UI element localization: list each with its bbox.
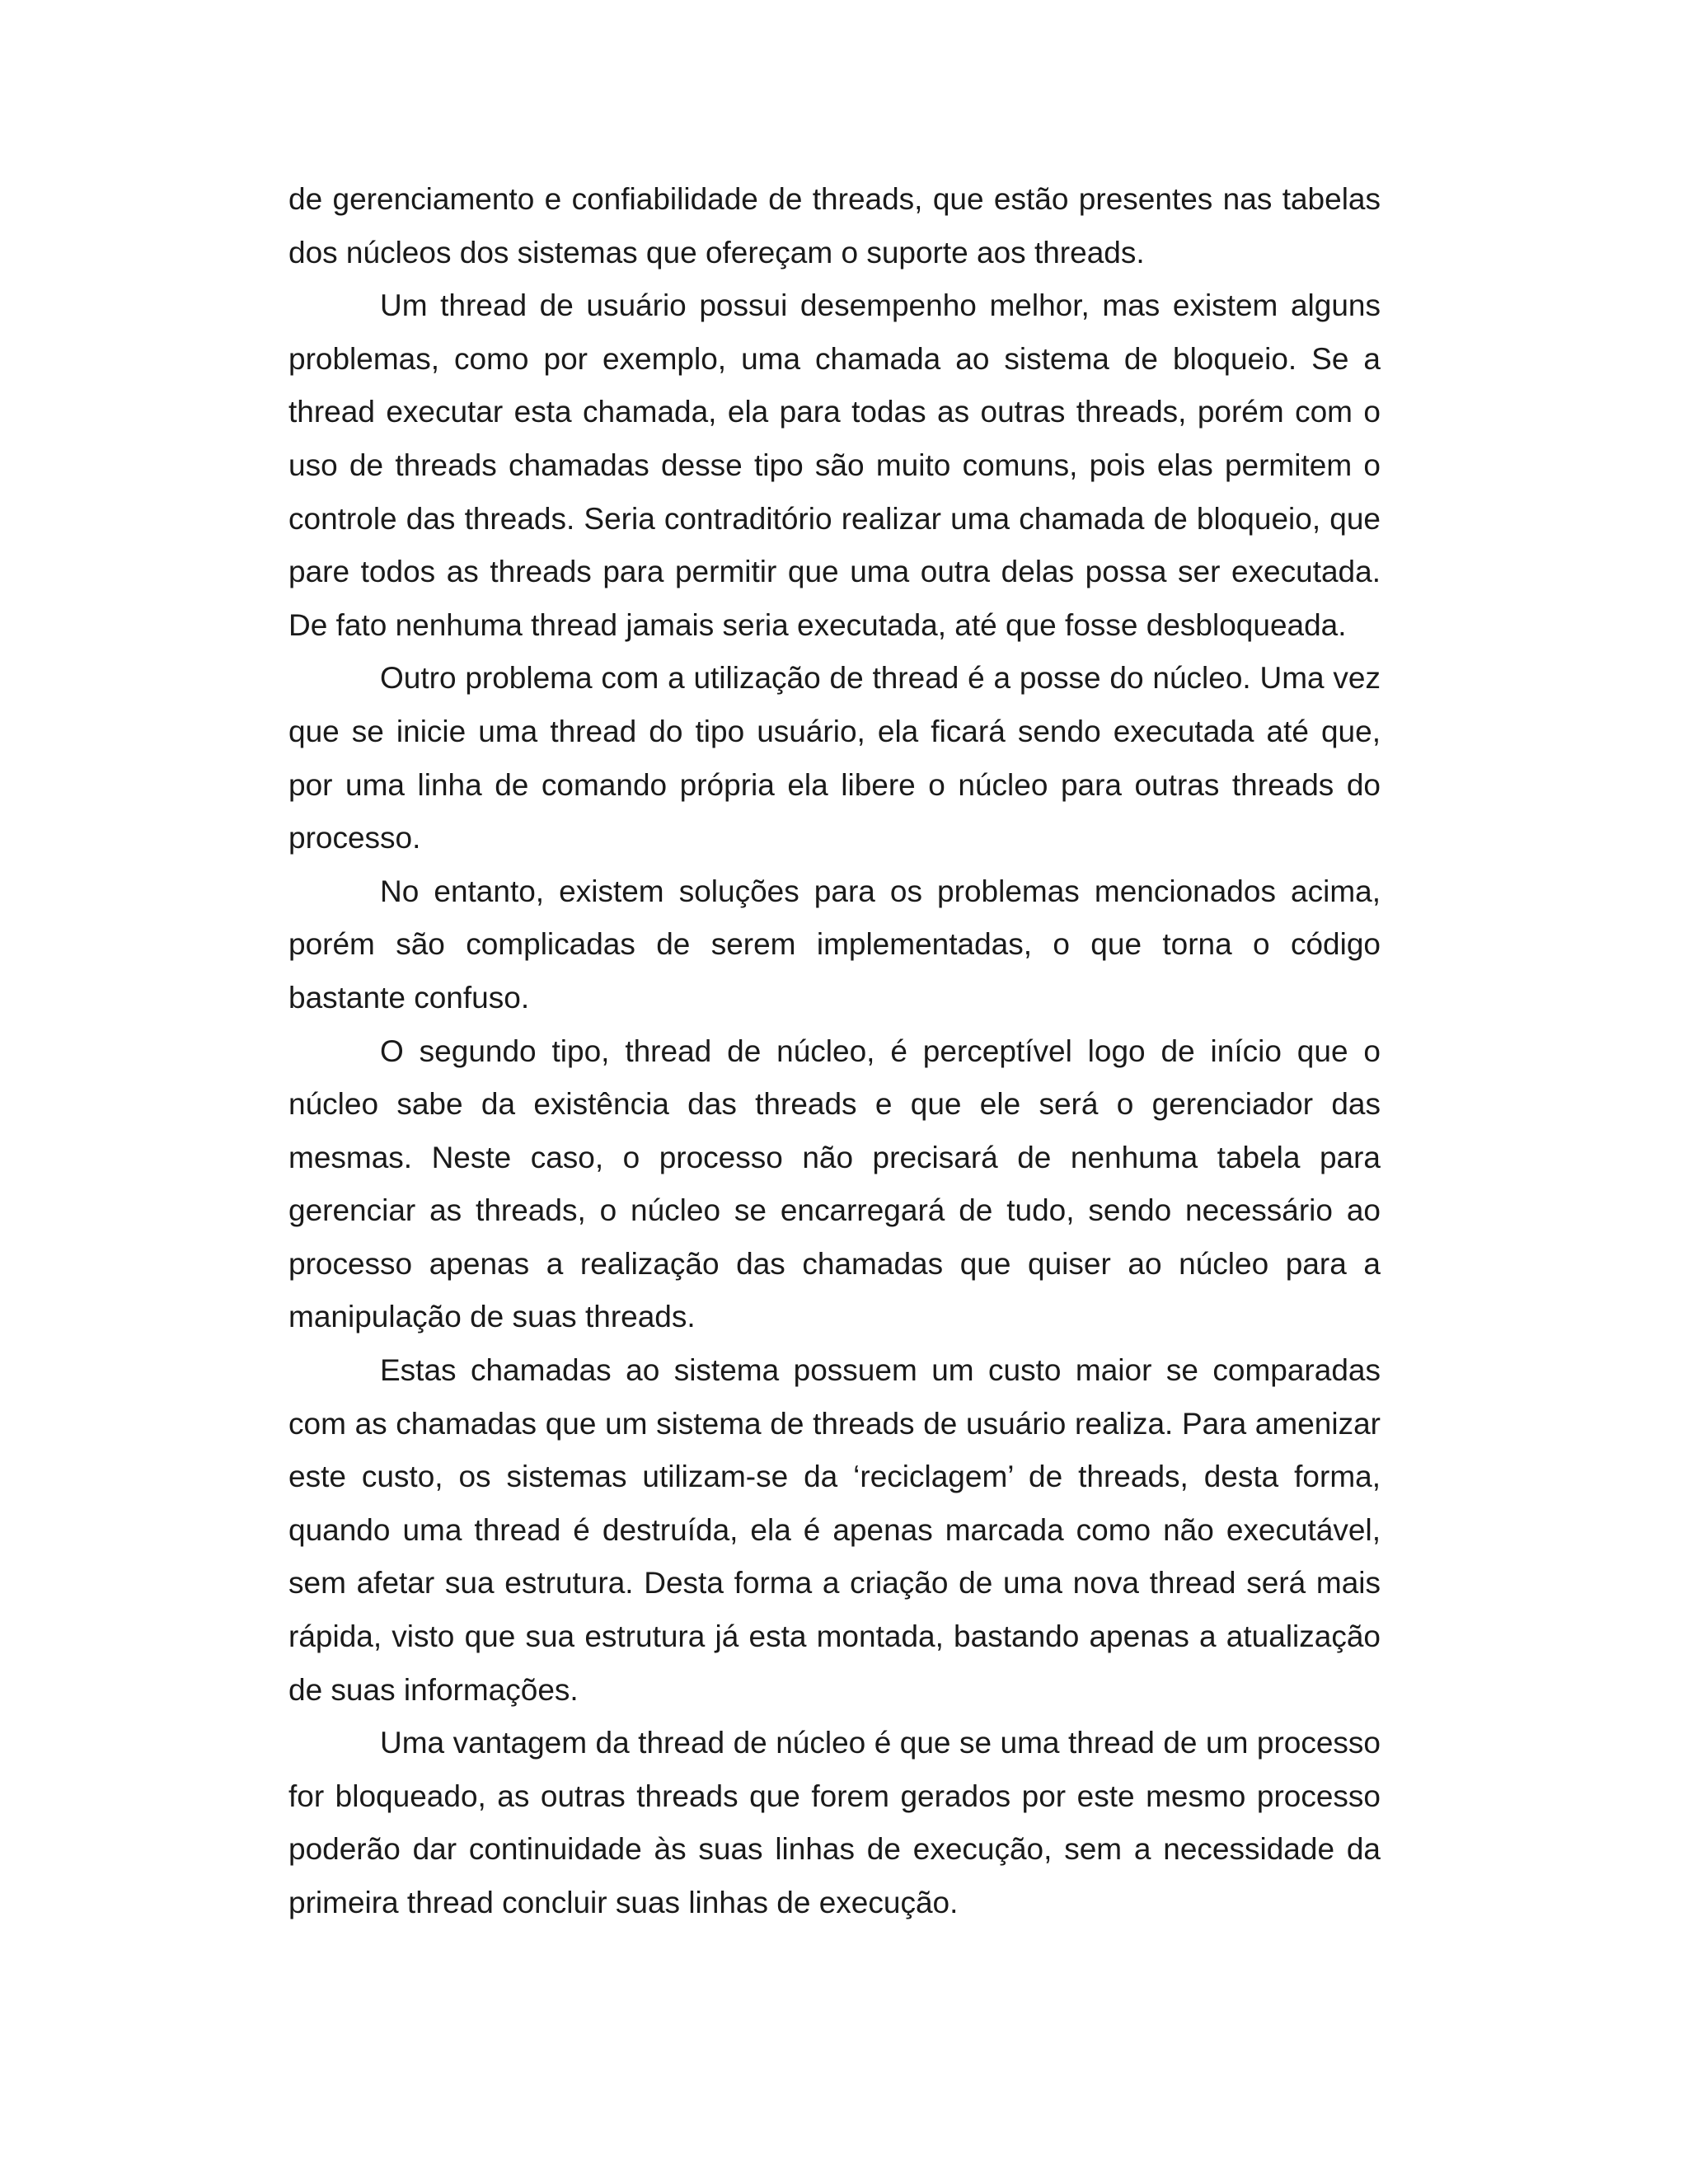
paragraph-core-ownership: Outro problema com a utilização de thread é a posse do núcleo. Uma vez que se inicie uma thread do tipo usuário, ela ficará sendo executada até que, por uma linha de comando própria ela libere o núcleo para outras threads do processo. [288, 661, 1381, 855]
body-text [288, 173, 1381, 1930]
paragraph-kernel-thread: O segundo tipo, thread de núcleo, é perceptível logo de início que o núcleo sabe da existência das threads e que ele será o gerenciador das mesmas. Neste caso, o processo não precisará de nenhuma tabela para gerenciar as threads, o núcleo se encarregará de tudo, sendo necessário ao processo apenas a realização das chamadas que quiser ao núcleo para a manipulação de suas threads. [288, 1033, 1381, 1334]
paragraph-solutions: No entanto, existem soluções para os problemas mencionados acima, porém são complicadas de serem implementadas, o que torna o código bastante confuso. [288, 874, 1381, 1015]
paragraph-kernel-thread-advantage: Uma vantagem da thread de núcleo é que se uma thread de um processo for bloqueado, as outras threads que forem gerados por este mesmo processo poderão dar continuidade às suas linhas de execução, sem a necessidade da primeira thread concluir suas linhas de execução. [288, 1726, 1381, 1919]
paragraph-user-thread-problems: Um thread de usuário possui desempenho melhor, mas existem alguns problemas, como por exemplo, uma chamada ao sistema de bloqueio. Se a thread executar esta chamada, ela para todas as outras threads, porém com o uso de threads chamadas desse tipo são muito comuns, pois elas permitem o controle das threads. Seria contraditório realizar uma chamada de bloqueio, que pare todos as threads para permitir que uma outra delas possa ser executada. De fato nenhuma thread jamais seria executada, até que fosse desbloqueada. [288, 288, 1381, 642]
paragraph-continuation: de gerenciamento e confiabilidade de threads, que estão presentes nas tabelas dos núcleos dos sistemas que ofereçam o suporte aos threads. [288, 182, 1381, 269]
paragraph-system-call-cost: Estas chamadas ao sistema possuem um custo maior se comparadas com as chamadas que um sistema de threads de usuário realiza. Para amenizar este custo, os sistemas utilizam-se da ‘reciclagem’ de threads, desta forma, quando uma thread é destruída, ela é apenas marcada como não executável, sem afetar sua estrutura. Desta forma a criação de uma nova thread será mais rápida, visto que sua estrutura já esta montada, bastando apenas a atualização de suas informações. [288, 1353, 1381, 1707]
